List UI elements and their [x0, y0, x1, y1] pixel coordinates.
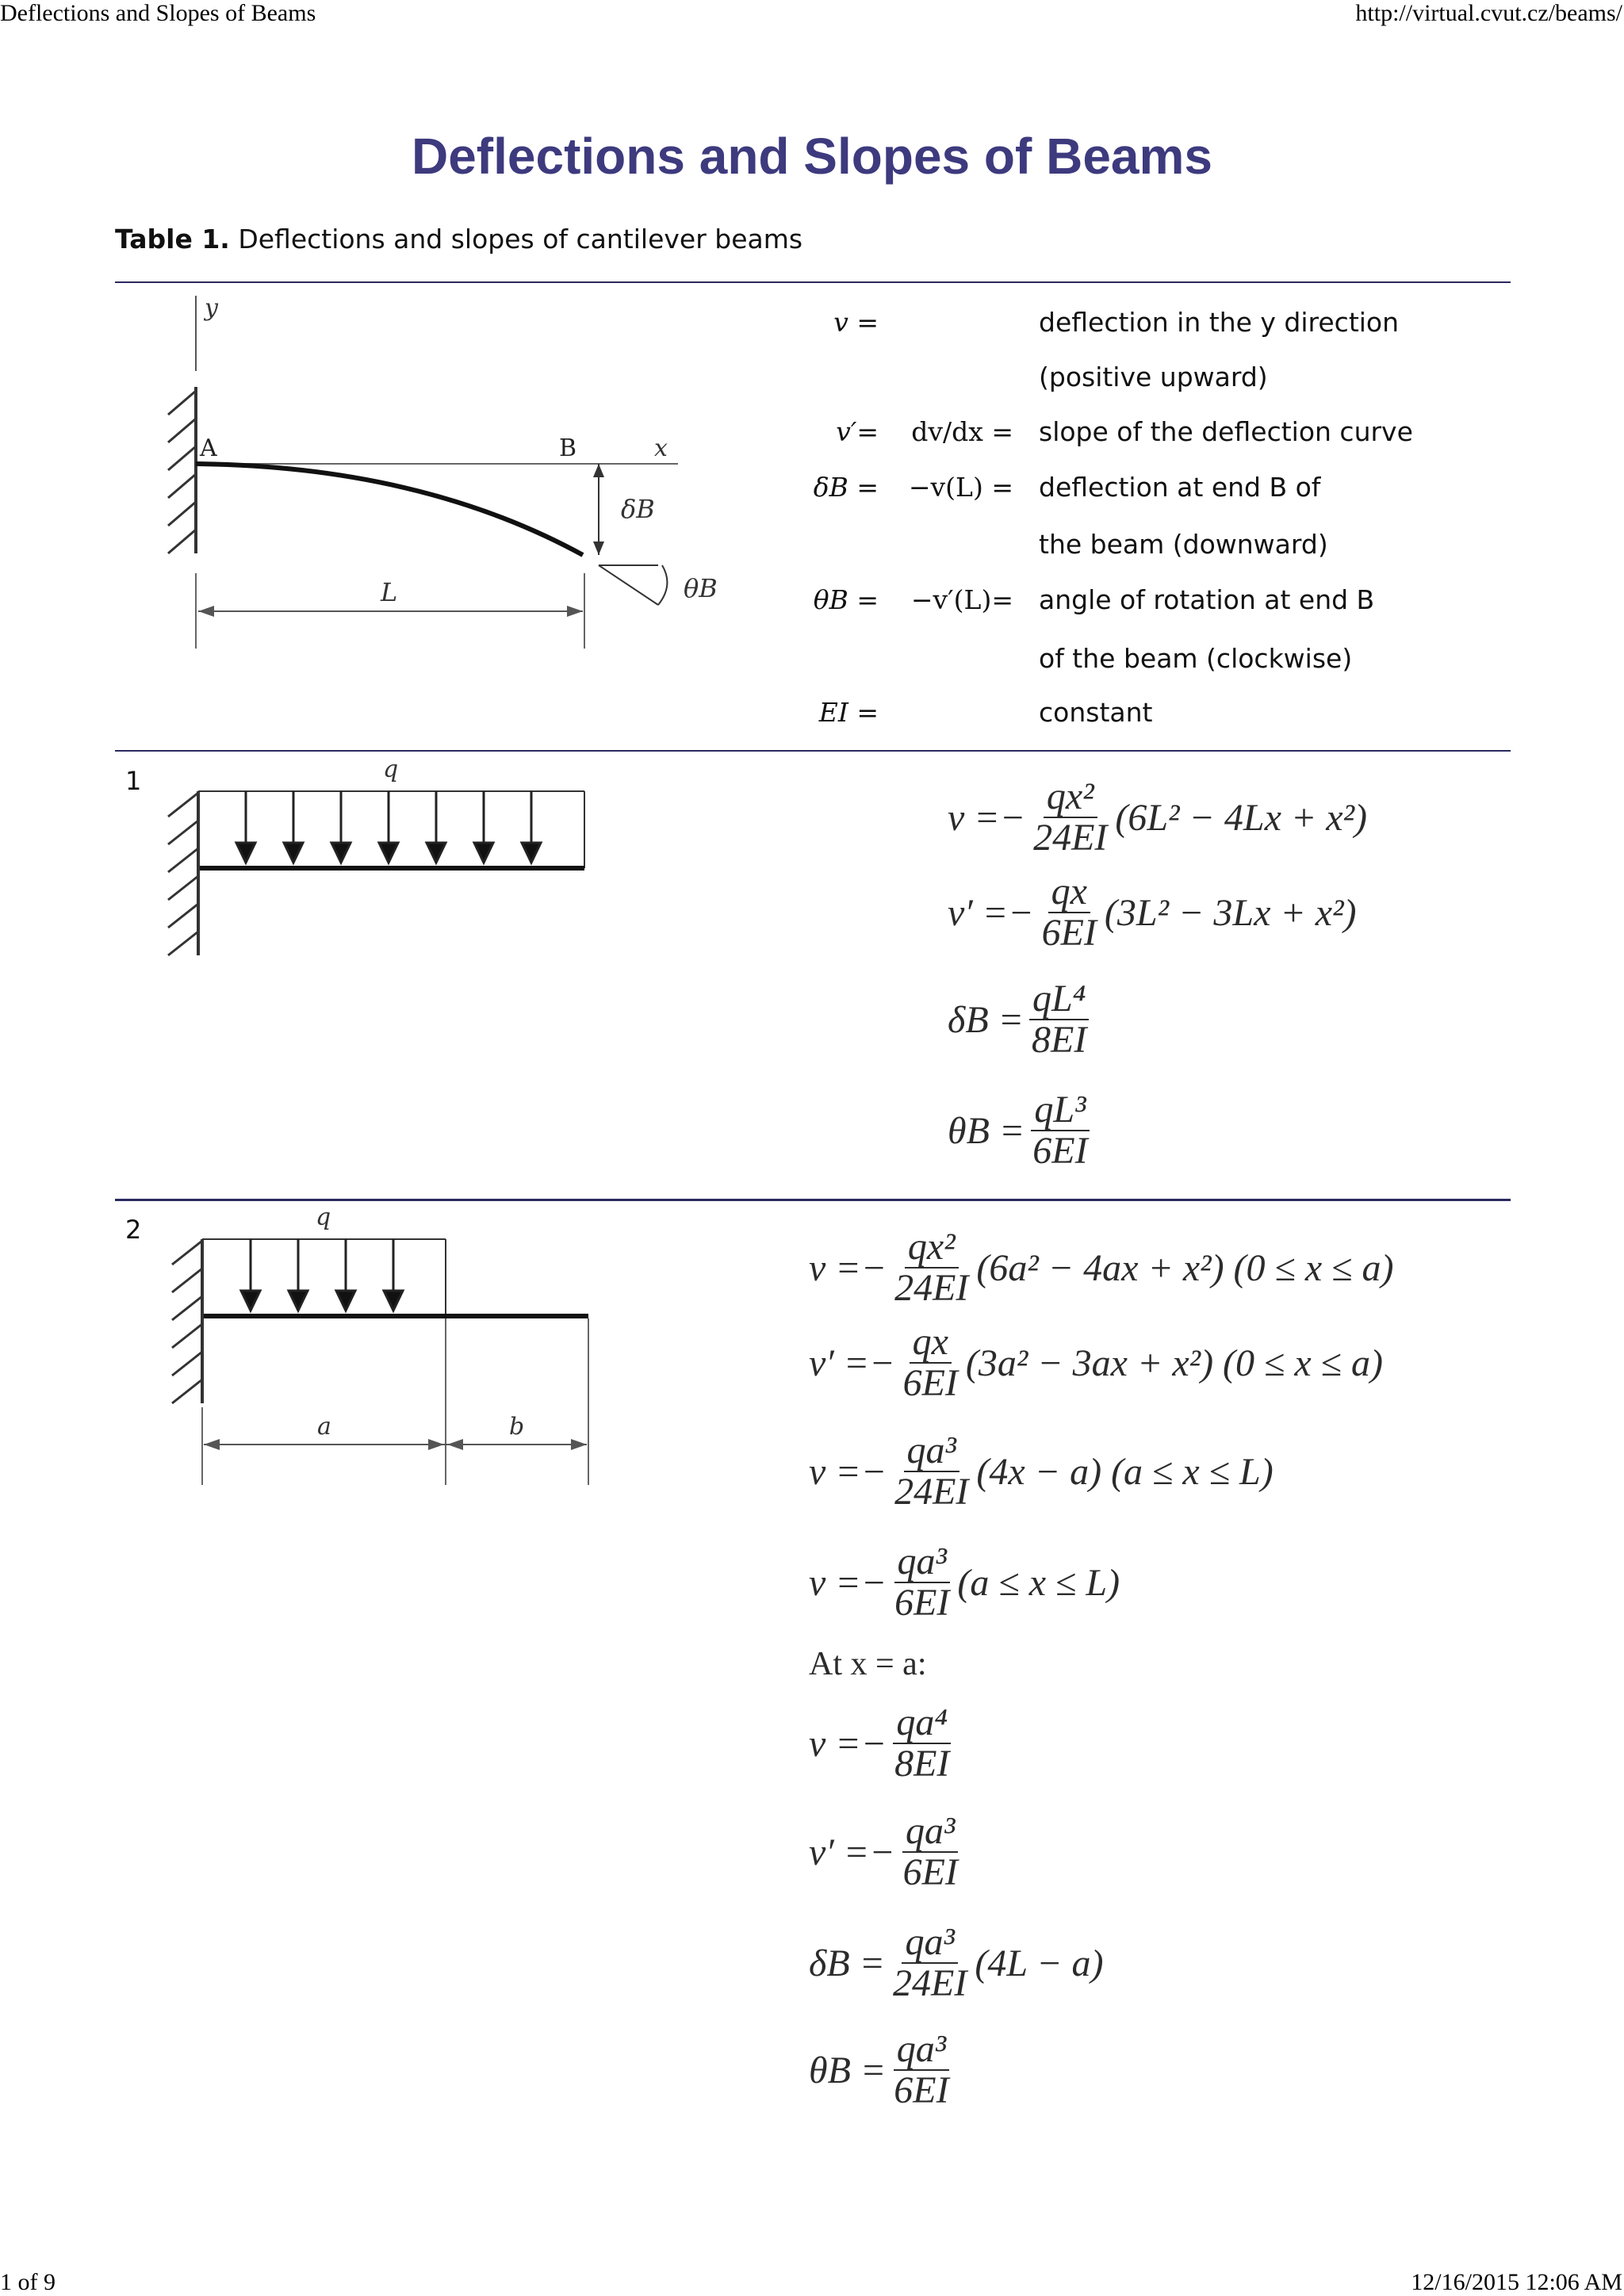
case-number: 1 — [125, 766, 142, 796]
print-header-url[interactable]: http://virtual.cvut.cz/beams/ — [1355, 0, 1622, 26]
load-label: q — [316, 1203, 331, 1231]
print-header-title: Deflections and Slopes of Beams — [0, 0, 316, 26]
table-top-rule — [115, 281, 1511, 283]
caption-label: Table 1. — [115, 224, 230, 254]
dimension-a-label: a — [317, 1413, 331, 1441]
page-title: Deflections and Slopes of Beams — [411, 128, 1213, 185]
case2-slope-at-a: v′ =− $\frac{\text{qa³}}{6EI}$ — [809, 1810, 958, 1894]
case2-end-deflection-formula: δB = $\frac{\text{qa³}}{24EI}$ (4L − a) — [809, 1921, 1104, 2005]
load-label: q — [383, 756, 399, 783]
table-caption — [115, 224, 802, 254]
case-number: 2 — [125, 1215, 142, 1245]
case1-slope-formula: v′ =− $\frac{qx}{6EI}$ (3L² − 3Lx + x²) — [948, 871, 1357, 955]
cantilever-definition-figure — [159, 292, 730, 656]
case2-deflection-formula-1: v =− $\frac{\text{qx²}}{24EI}$ (6a² − 4ax + x²) (0 ≤ x ≤ a) — [809, 1226, 1394, 1310]
point-b-label: B — [559, 434, 577, 462]
point-a-label: A — [200, 434, 217, 462]
caption-text: Deflections and slopes of cantilever beams — [229, 224, 803, 254]
case2-slope-formula-1: v′ =− $\frac{qx}{6EI}$ (3a² − 3ax + x²) (0 ≤ x ≤ a) — [809, 1321, 1384, 1405]
y-axis-label: y — [205, 294, 218, 322]
print-timestamp: 12/16/2015 12:06 AM — [1411, 2269, 1622, 2295]
case2-slope-formula-2: v =− $\frac{\text{qa³}}{6EI}$ (a ≤ x ≤ L) — [809, 1540, 1120, 1624]
case2-partial-load-figure — [159, 1201, 603, 1494]
rotation-label: θB — [684, 573, 718, 603]
case1-end-deflection-formula: δB = $\frac{\text{qL⁴}}{8EI}$ — [948, 979, 1094, 1061]
deflection-label: δB — [621, 494, 655, 524]
case2-deflection-at-a: v =− $\frac{\text{qa⁴}}{8EI}$ — [809, 1701, 950, 1785]
page-count: 1 of 9 — [0, 2269, 56, 2295]
case1-deflection-formula: v =− $\frac{\text{qx²}}{24EI}$ (6L² − 4Lx + x²) — [948, 775, 1367, 859]
case2-deflection-formula-2: v =− $\frac{\text{qa³}}{24EI}$ (4x − a) (a ≤ x ≤ L) — [809, 1429, 1274, 1513]
case1-uniform-load-figure — [159, 753, 603, 967]
case2-end-rotation-formula: θB = $\frac{\text{qa³}}{6EI}$ — [809, 2028, 949, 2112]
table-row-rule — [115, 750, 1511, 752]
length-label: L — [381, 577, 398, 607]
case1-end-rotation-formula: θB = $\frac{\text{qL³}}{6EI}$ — [948, 1089, 1088, 1173]
dimension-b-label: b — [509, 1413, 525, 1441]
case2-at-x-equals-a: At x = a: — [809, 1646, 927, 1682]
x-axis-label: x — [654, 434, 668, 462]
